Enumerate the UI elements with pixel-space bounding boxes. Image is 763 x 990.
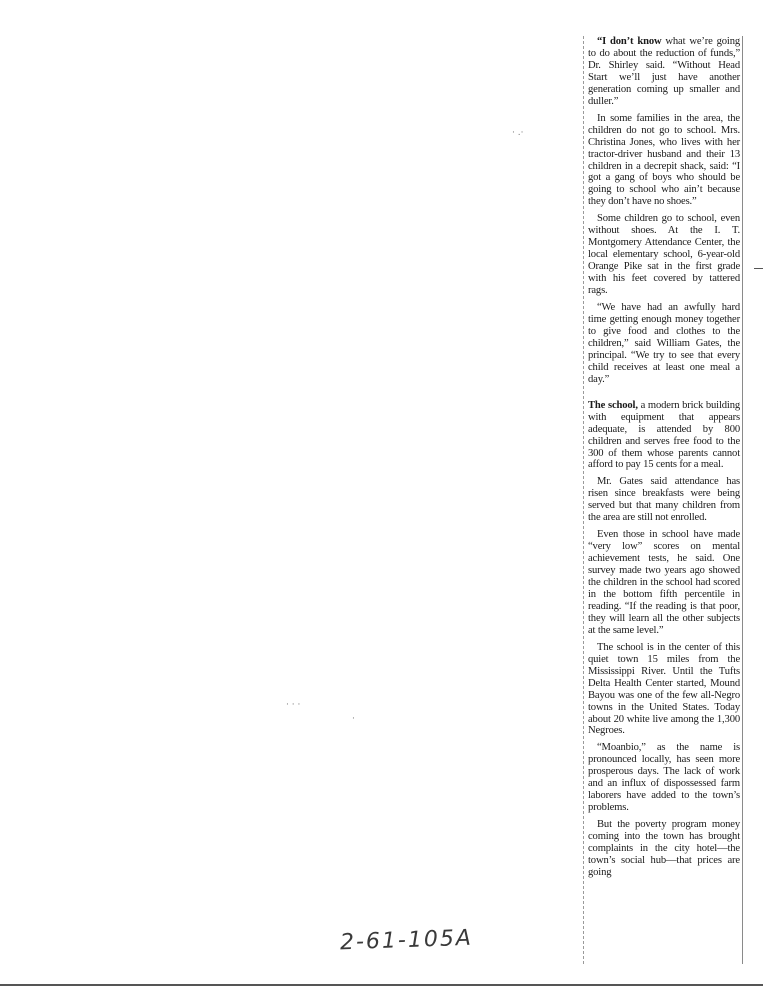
paragraph-lead: “I don’t know (597, 36, 662, 47)
newspaper-clipping (583, 36, 743, 964)
paragraph-text: But the poverty program money coming into the town has brought complaints in the city hotel—the town’s social hub—that prices are going (588, 819, 740, 878)
paragraph-text: “Moanbio,” as the name is pronounced locally, has seen more prosperous days. The lack of work and an influx of dispossessed farm laborers have added to the town’s problems. (588, 742, 740, 814)
paragraph-text: “We have had an awfully hard time getting enough money together to give food and clothes to the children,” said William Gates, the principal. “We try to see that every child receives at least one meal a day.” (588, 302, 740, 385)
paragraph-text: In some families in the area, the children do not go to school. Mrs. Christina Jones, who lives with her tractor-driver husband and their 13 children in a decrepit shack, said: “I got a gang of boys who should be going to school who ain’t because they don’t have no shoes.” (588, 112, 740, 208)
edge-mark (754, 268, 763, 269)
paragraph-text: Even those in school have made “very low” scores on mental achievement tests, he said. One survey made two years ago showed the children in the school had scored in the bottom fifth percentile in reading. “If the reading is that poor, they will learn all the other subjects at the same level.” (588, 529, 740, 636)
article-paragraph (588, 302, 740, 386)
paragraph-text: Mr. Gates said attendance has risen since breakfasts were being served but that many children from the area are still not enrolled. (588, 476, 740, 524)
handwritten-file-number: 2-61-105A (339, 925, 474, 956)
paragraph-text: what we’re going to do about the reduction of funds,” Dr. Shirley said. “Without Head Start we’ll just have another generation coming up smaller and duller.” (588, 36, 740, 107)
article-paragraph (588, 36, 740, 108)
article-paragraph (588, 400, 740, 472)
scan-speck: · .· (512, 128, 524, 138)
article-paragraph (588, 819, 740, 879)
scan-speck: · · · (286, 700, 301, 710)
article-paragraph (588, 642, 740, 738)
article-paragraph (588, 113, 740, 209)
paragraph-text: The school is in the center of this quiet town 15 miles from the Mississippi River. Until the Tufts Delta Health Center started, Mound Bayou was one of the few all-Negro towns in the United States. Today about 20 white live among the 1,300 Negroes. (588, 641, 740, 737)
paragraph-text: Some children go to school, even without shoes. At the I. T. Montgomery Attendance Center, the local elementary school, 6-year-old Orange Pike sat in the first grade with his feet covered by tattered rags. (588, 213, 740, 297)
article-paragraph (588, 529, 740, 637)
article-paragraph (588, 476, 740, 524)
page-bottom-edge (0, 984, 763, 986)
article-paragraph (588, 742, 740, 814)
paragraph-lead: The school, (588, 399, 638, 411)
scan-speck: · (352, 714, 355, 724)
paragraph-text: a modern brick building with equipment that appears adequate, is attended by 800 children and serves free food to the 300 of them whose parents cannot afford to pay 15 cents for a meal. (588, 399, 741, 471)
article-paragraph (588, 213, 740, 297)
